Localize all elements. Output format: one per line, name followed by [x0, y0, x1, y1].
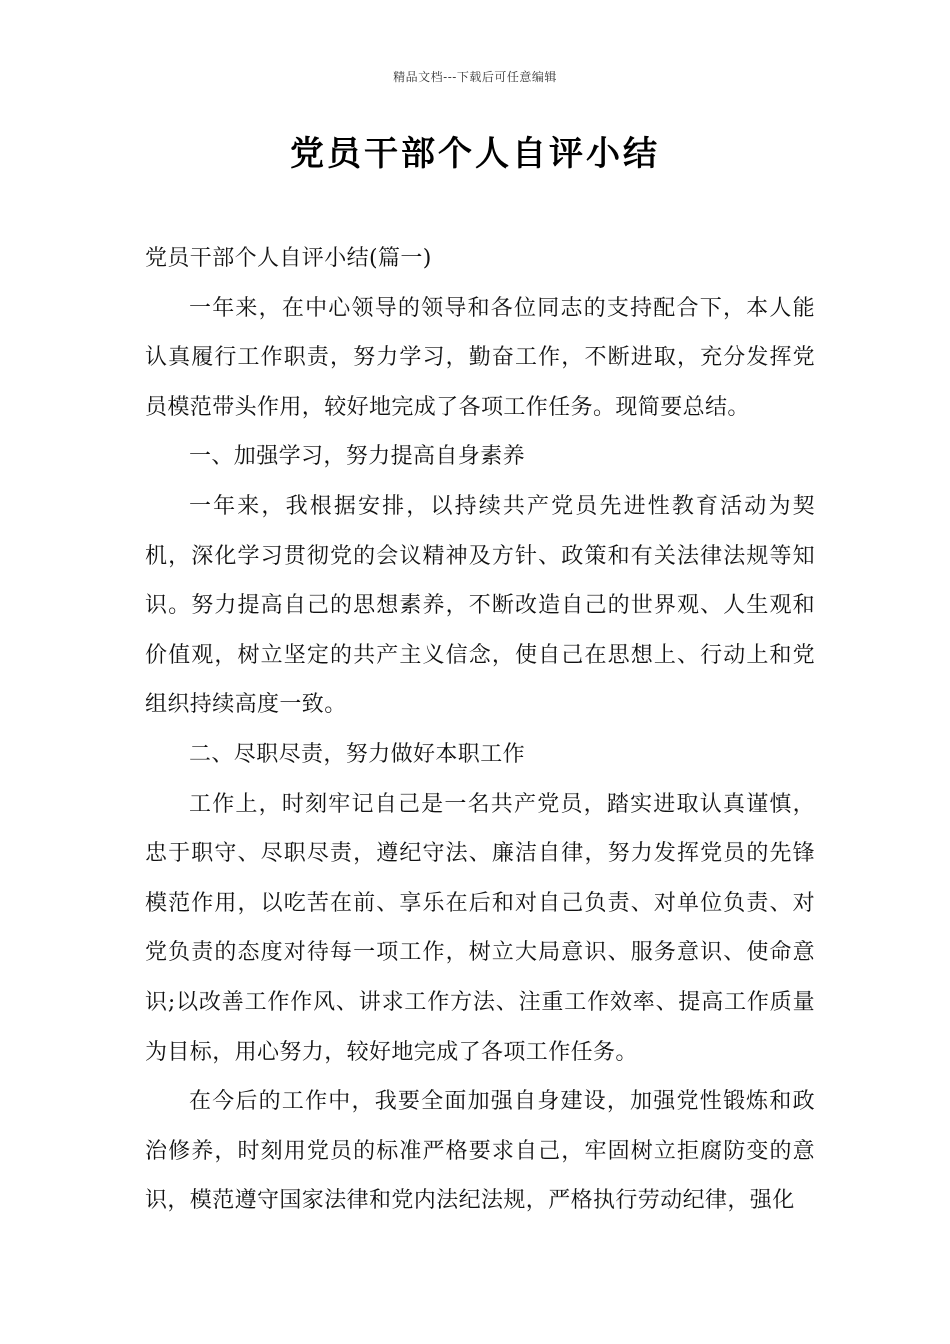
work-paragraph: 工作上，时刻牢记自己是一名共产党员，踏实进取认真谨慎，忠于职守、尽职尽责，遵纪守法、廉洁自律，努力发挥党员的先锋模范作用，以吃苦在前、享乐在后和对自己负责、对单位负责、对党负责的态度对待每一项工作，树立大局意识、服务意识、使命意识;以改善工作作风、讲求工作方法、注重工作效率、提高工作质量为目标，用心努力，较好地完成了各项工作任务。: [145, 791, 815, 1065]
document-title: 党员干部个人自评小结: [290, 134, 660, 174]
document-body: [145, 234, 815, 1226]
study-paragraph: 一年来，我根据安排，以持续共产党员先进性教育活动为契机，深化学习贯彻党的会议精神及方针、政策和有关法律法规等知识。努力提高自己的思想素养，不断改造自己的世界观、人生观和价值观，树立坚定的共产主义信念，使自己在思想上、行动上和党组织持续高度一致。: [145, 493, 815, 718]
section-subtitle: 党员干部个人自评小结(篇一): [145, 246, 432, 271]
section-heading-1: 一、加强学习，努力提高自身素养: [189, 444, 526, 470]
header-note: 精品文档---下载后可任意编辑: [393, 70, 557, 84]
future-paragraph: 在今后的工作中，我要全面加强自身建设，加强党性锻炼和政治修养，时刻用党员的标准严格要求自己，牢固树立拒腐防变的意识，模范遵守国家法律和党内法纪法规，严格执行劳动纪律，强化: [145, 1089, 815, 1214]
section-heading-2: 二、尽职尽责，努力做好本职工作: [189, 741, 526, 767]
intro-paragraph: 一年来，在中心领导的领导和各位同志的支持配合下，本人能认真履行工作职责，努力学习，勤奋工作，不断进取，充分发挥党员模范带头作用，较好地完成了各项工作任务。现简要总结。: [145, 295, 815, 420]
